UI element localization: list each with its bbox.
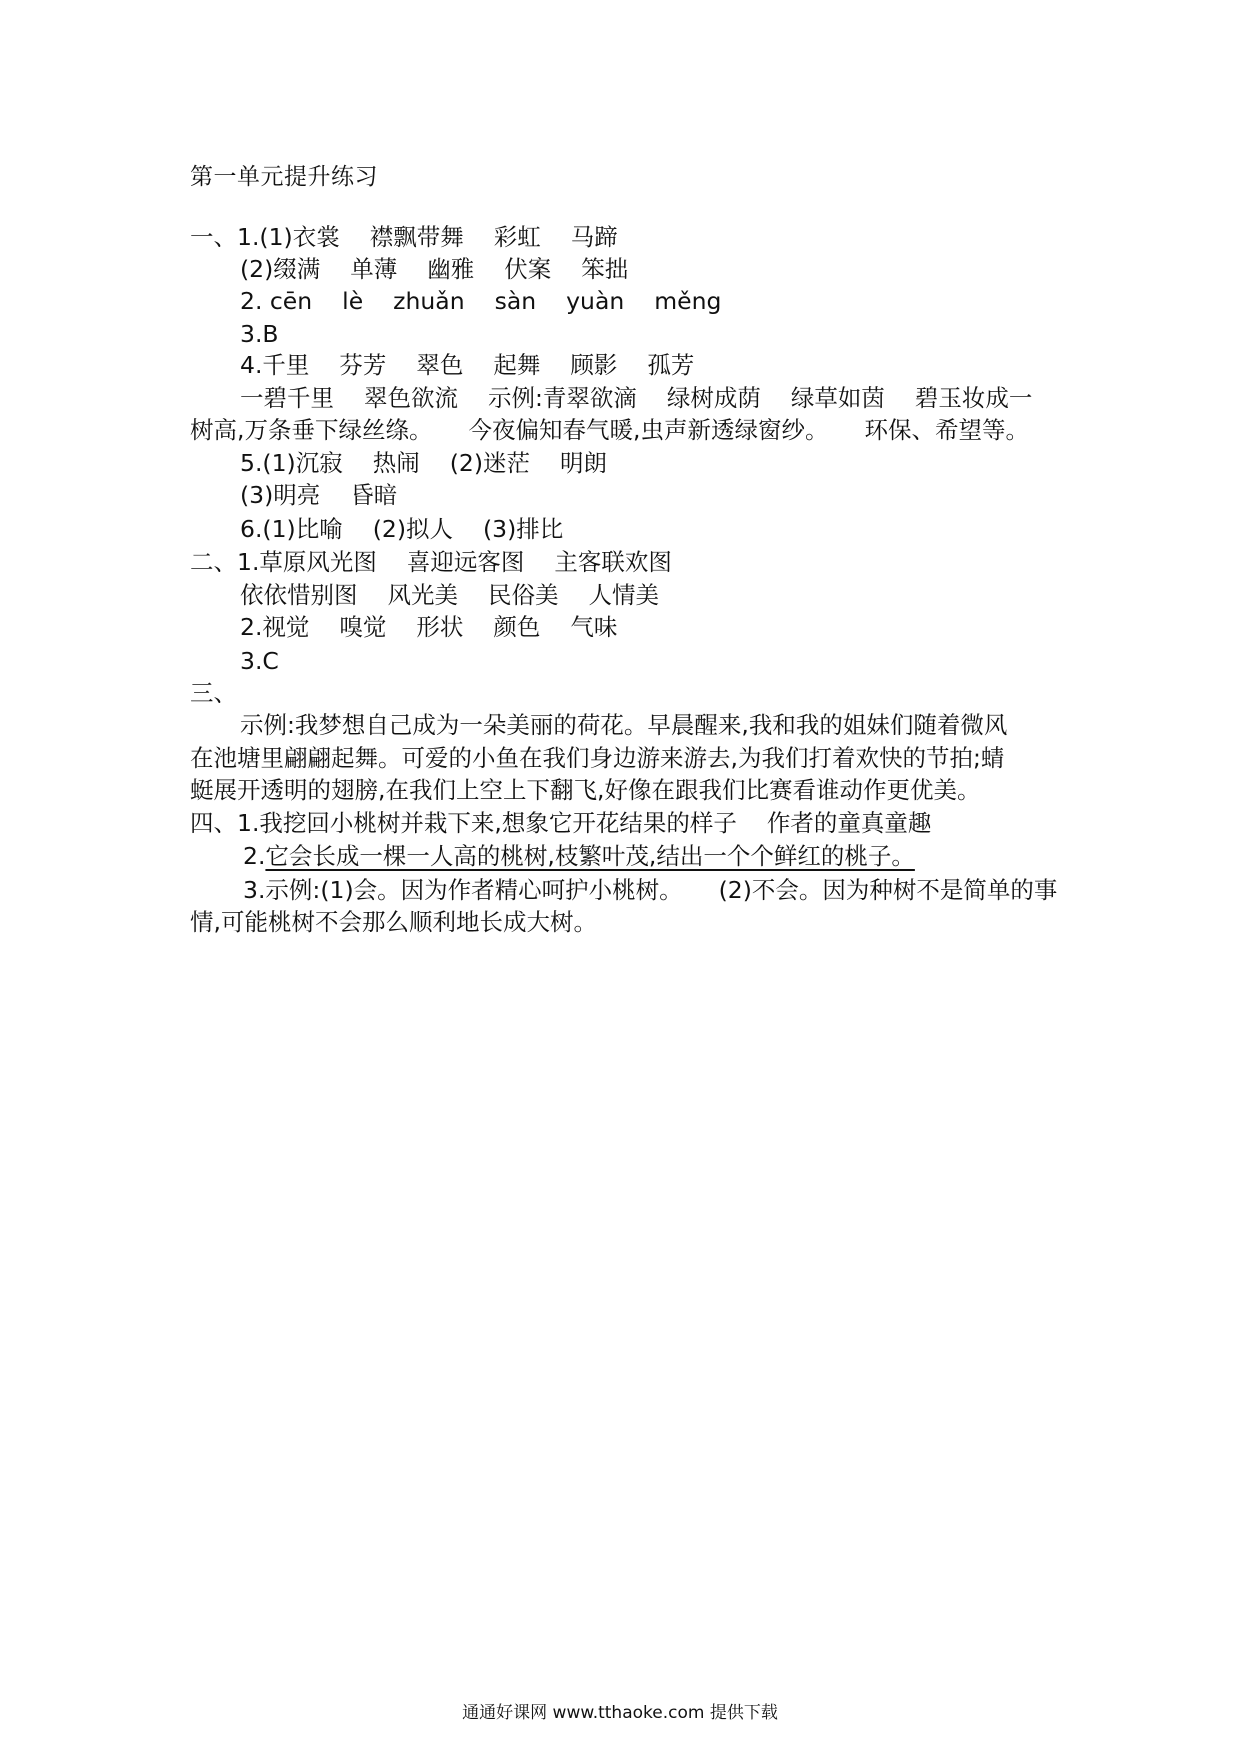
answer-text: 翠色 (416, 351, 464, 379)
answer-text: 在池塘里翩翩起舞。可爱的小鱼在我们身边游来游去,为我们打着欢快的节拍;蜻 (190, 744, 1005, 772)
answer-text: 3.示例:(1)会。因为作者精心呵护小桃树。 (243, 876, 683, 904)
answer-text: 幽雅 (427, 255, 475, 283)
answer-text: 气味 (570, 613, 618, 641)
answer-text: 芬芳 (339, 351, 387, 379)
answer-text: 昏暗 (350, 481, 398, 509)
page-footer: 通通好课网 www.tthaoke.com 提供下载 (462, 1703, 778, 1723)
answer-text: 一碧千里 (240, 384, 334, 412)
answer-text: 起舞 (493, 351, 541, 379)
answer-text: (3)明亮 (240, 481, 321, 509)
page-title: 第一单元提升练习 (190, 164, 378, 190)
answer-text: 作者的童真童趣 (766, 809, 932, 837)
section-3-para-line-1 (240, 712, 1007, 739)
section-1-line-1 (190, 224, 618, 251)
answer-text: 四、1.我挖回小桃树并栽下来,想象它开花结果的样子 (190, 809, 737, 837)
answer-text: (2)迷茫 (449, 449, 531, 477)
answer-text: 示例:我梦想自己成为一朵美丽的荷花。早晨醒来,我和我的姐妹们随着微风 (240, 711, 1008, 739)
answer-text: 蜓展开透明的翅膀,在我们上空上下翻飞,好像在跟我们比赛看谁动作更优美。 (190, 776, 981, 804)
section-4-line-3 (243, 877, 1057, 904)
answer-text: 单薄 (350, 255, 398, 283)
answer-text: 今夜偏知春气暖,虫声新透绿窗纱。 (468, 416, 829, 444)
answer-text: 嗅觉 (339, 613, 387, 641)
answer-text: 人情美 (588, 581, 659, 609)
section-1-line-7 (190, 417, 1029, 444)
answer-text: 民俗美 (488, 581, 559, 609)
answer-text: 依依惜别图 (240, 581, 358, 609)
answer-text: 5.(1)沉寂 (240, 449, 343, 477)
section-2-line-4 (240, 648, 279, 675)
answer-text: 笨拙 (581, 255, 629, 283)
answer-text: 热闹 (372, 449, 420, 477)
answer-text: (2)不会。因为种树不是简单的事 (718, 876, 1058, 904)
section-4-line-4 (190, 909, 597, 936)
answer-text: 襟飘带舞 (369, 223, 464, 251)
section-1-line-6 (240, 385, 1032, 412)
answer-text: 3.B (240, 320, 279, 348)
section-1-line-9 (240, 482, 397, 509)
section-4-line-1 (190, 810, 931, 837)
answer-text: sàn (494, 287, 537, 315)
section-1-line-10 (240, 516, 563, 543)
answer-text: 形状 (416, 613, 464, 641)
section-2-line-3 (240, 614, 617, 641)
answer-text: 主客联欢图 (554, 548, 672, 576)
section-1-line-3-pinyin (240, 288, 721, 315)
answer-text: (3)排比 (483, 515, 564, 543)
answer-text: 绿树成荫 (666, 384, 761, 412)
answer-text: 伏案 (504, 255, 552, 283)
answer-text: 示例:青翠欲滴 (488, 384, 637, 412)
answer-text: 3.C (240, 647, 279, 675)
answer-text: 4.千里 (240, 351, 310, 379)
section-1-line-2 (240, 256, 628, 283)
section-1-line-4 (240, 321, 279, 348)
answer-text: 风光美 (387, 581, 458, 609)
answer-text: 马蹄 (570, 223, 618, 251)
answer-text: 喜迎远客图 (406, 548, 525, 576)
answer-text: yuàn (566, 287, 625, 315)
answer-text: 2. (243, 842, 266, 870)
answer-text: 树高,万条垂下绿丝绦。 (190, 416, 433, 444)
answer-text: 环保、希望等。 (864, 416, 1029, 444)
section-1-line-8 (240, 450, 607, 477)
answer-text: 翠色欲流 (364, 384, 458, 412)
underlined-answer: 它会长成一棵一人高的桃树,枝繁叶茂,结出一个个鲜红的桃子。 (265, 842, 915, 870)
section-2-line-2 (240, 582, 659, 609)
answer-text: 情,可能桃树不会那么顺利地长成大树。 (190, 908, 597, 936)
section-4-line-2 (243, 843, 915, 870)
answer-text: 2.视觉 (240, 613, 310, 641)
section-3-heading (190, 680, 237, 707)
section-3-para-line-2 (190, 745, 1004, 772)
answer-text: zhuǎn (393, 287, 465, 315)
section-1-line-5 (240, 352, 694, 379)
answer-text: 碧玉妆成一 (914, 384, 1033, 412)
section-2-line-1 (190, 549, 672, 576)
answer-text: 绿草如茵 (790, 384, 885, 412)
answer-text: měng (654, 287, 722, 315)
answer-text: 顾影 (570, 351, 618, 379)
answer-text: 颜色 (493, 613, 541, 641)
answer-text: 彩虹 (493, 223, 541, 251)
section-3-para-line-3 (190, 777, 980, 804)
answer-text: 三、 (190, 679, 237, 707)
answer-text: 6.(1)比喻 (240, 515, 343, 543)
answer-text: 2. cēn (240, 287, 313, 315)
answer-text: lè (342, 287, 364, 315)
answer-text: 孤芳 (647, 351, 695, 379)
answer-text: 明朗 (560, 449, 608, 477)
answer-text: 一、1.(1)衣裳 (190, 223, 340, 251)
answer-text: (2)拟人 (372, 515, 454, 543)
answer-text: 二、1.草原风光图 (190, 548, 377, 576)
answer-text: (2)缀满 (240, 255, 321, 283)
